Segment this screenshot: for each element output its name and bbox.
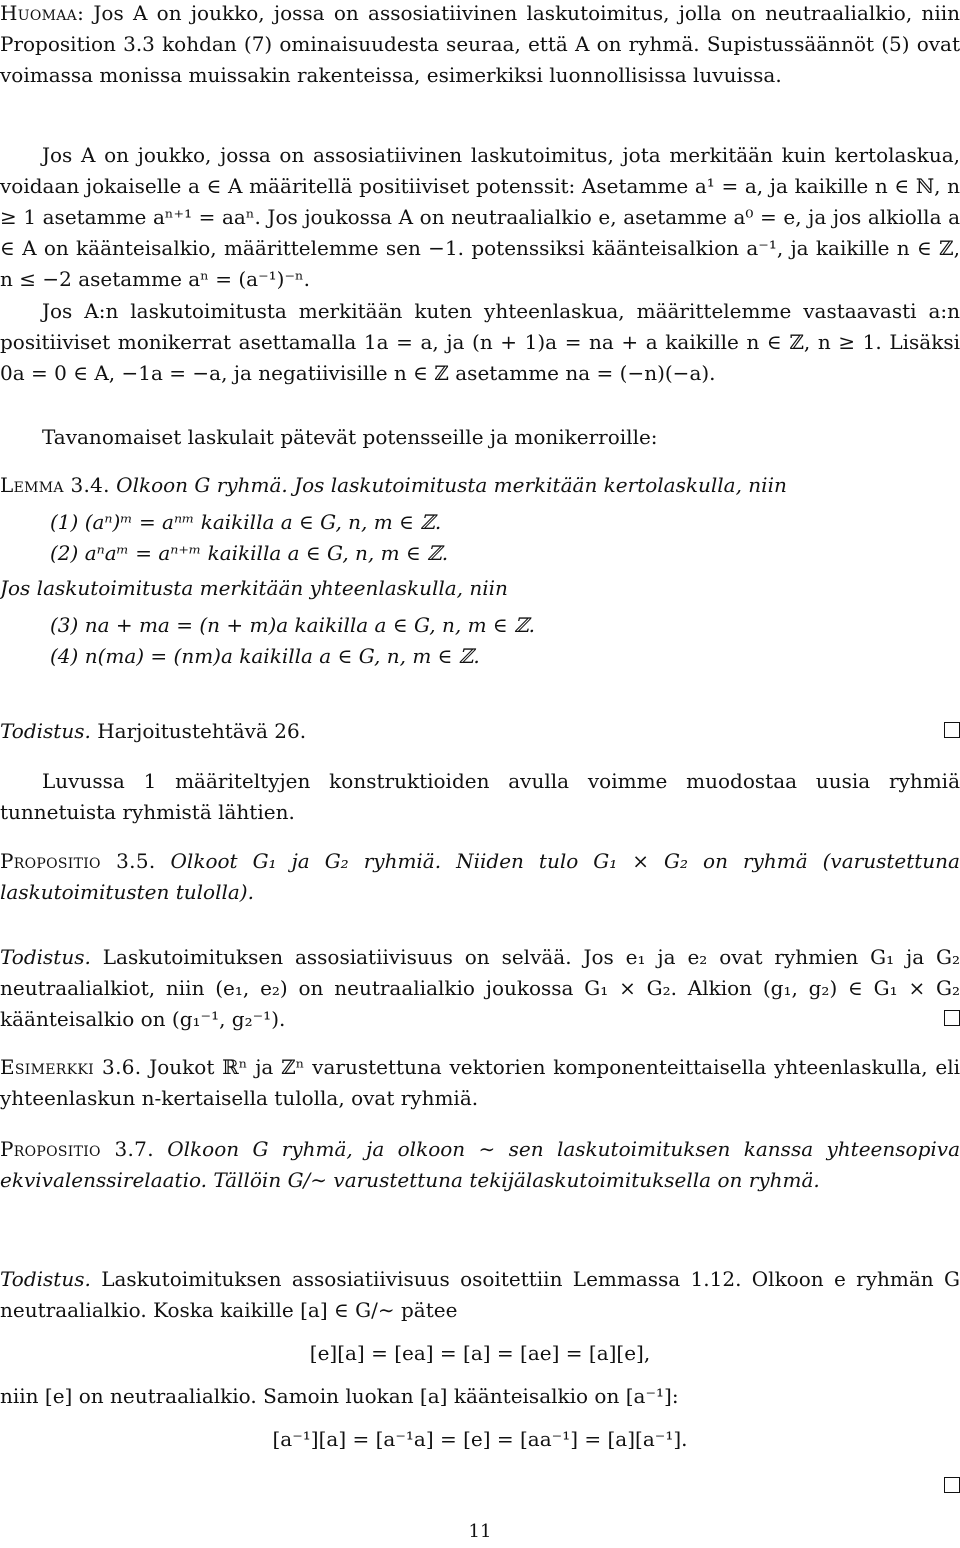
lemma-label: Lemma 3.4. (0, 473, 110, 497)
lemma-item-4: (4) n(ma) = (nm)a kaikilla a ∈ G, n, m ∈ ℤ. (50, 644, 480, 668)
proof-label: Todistus. (0, 719, 91, 743)
proof-prop-3-7 (0, 1264, 960, 1500)
ex36-text: Joukot ℝⁿ ja ℤⁿ varustettuna vektorien komponenteittaisella yhteenlaskulla, eli yhteenlaskun n-kertaisella tulolla, ovat ryhmiä. (0, 1055, 960, 1110)
powers-text: Jos A on joukko, jossa on assosiatiivinen laskutoimitus, jota merkitään kuin kertolaskua, voidaan jokaiselle a ∈ A määritellä positiiviset potenssit: Asetamme a¹ = a, ja kaikille n ∈ ℕ, n ≥ 1 asetamme aⁿ⁺¹ = aaⁿ. Jos joukossa A on neutraalialkio e, asetamme a⁰ = e, ja jos alkiolla a ∈ A on käänteisalkio, määrittelemme sen −1. potenssiksi käänteisalkion a⁻¹, ja kaikille n ∈ ℤ, n ≤ −2 asetamme aⁿ = (a⁻¹)⁻ⁿ. (0, 143, 960, 291)
ex36-label: Esimerkki 3.6. (0, 1055, 142, 1079)
proof-prop-3-5 (0, 942, 960, 1035)
remark-paragraph (0, 0, 960, 91)
remark-text: Jos A on joukko, jossa on assosiatiivinen laskutoimitus, jolla on neutraalialkio, niin Proposition 3.3 kohdan (7) ominaisuudesta seuraa, että A on ryhmä. Supistussäännöt (5) ovat voimassa monissa muissakin rakenteissa, esimerkiksi luonnollisissa luvuissa. (0, 1, 960, 87)
equation-1: [e][a] = [ea] = [a] = [ae] = [a][e], (309, 1341, 651, 1365)
proof-mid: niin [e] on neutraalialkio. Samoin luokan [a] käänteisalkio on [a⁻¹]: (0, 1384, 679, 1408)
proof-text: Harjoitustehtävä 26. (97, 719, 307, 743)
lemma-item-3: (3) na + ma = (n + m)a kaikilla a ∈ G, n, m ∈ ℤ. (50, 613, 536, 637)
prop35-text: Olkoot G₁ ja G₂ ryhmiä. Niiden tulo G₁ × G₂ on ryhmä (varustettuna laskutoimitusten tulolla). (0, 849, 960, 904)
multiples-text: Jos A:n laskutoimitusta merkitään kuten yhteenlaskua, määrittelemme vastaavasti a:n positiiviset monikerrat asettamalla 1a = a, ja (n + 1)a = na + a kaikille n ∈ ℤ, n ≥ 1. Lisäksi 0a = 0 ∈ A, −1a = −a, ja negatiivisille n ∈ ℤ asetamme na = (−n)(−a). (0, 299, 960, 385)
lemma-item-2: (2) aⁿaᵐ = aⁿ⁺ᵐ kaikilla a ∈ G, n, m ∈ ℤ. (50, 541, 449, 565)
qed-square-icon (944, 1477, 960, 1493)
lemma-mid: Jos laskutoimitusta merkitään yhteenlaskulla, niin (0, 576, 508, 600)
proof-label: Todistus. (0, 945, 91, 969)
multiples-paragraph (0, 296, 960, 389)
remark-label: Huomaa: (0, 1, 85, 25)
prop35-label: Propositio 3.5. (0, 849, 156, 873)
equation-2: [a⁻¹][a] = [a⁻¹a] = [e] = [aa⁻¹] = [a][a⁻¹]. (272, 1427, 688, 1451)
proof-text: Laskutoimituksen assosiatiivisuus osoitettiin Lemmassa 1.12. Olkoon e ryhmän G neutraalialkio. Koska kaikille [a] ∈ G/∼ pätee (0, 1267, 960, 1322)
prop37-text: Olkoon G ryhmä, ja olkoon ∼ sen laskutoimituksen kanssa yhteensopiva ekvivalenssirelaatio. Tällöin G/∼ varustettuna tekijälaskutoimituksella on ryhmä. (0, 1137, 960, 1192)
proof-text: Laskutoimituksen assosiatiivisuus on selvää. Jos e₁ ja e₂ ovat ryhmien G₁ ja G₂ neutraalialkiot, niin (e₁, e₂) on neutraalialkio joukossa G₁ × G₂. Alkion (g₁, g₂) ∈ G₁ × G₂ käänteisalkio on (g₁⁻¹, g₂⁻¹). (0, 945, 960, 1031)
example-3-6 (0, 1052, 960, 1114)
prop37-label: Propositio 3.7. (0, 1137, 154, 1161)
rules-intro: Tavanomaiset laskulait pätevät potensseille ja monikerroille: (42, 425, 658, 449)
powers-paragraph (0, 140, 960, 295)
products-intro: Luvussa 1 määriteltyjen konstruktioiden avulla voimme muodostaa uusia ryhmiä tunnetuista ryhmistä lähtien. (0, 769, 960, 824)
proof-lemma (0, 716, 960, 747)
lemma-3-4 (0, 470, 960, 672)
page-number: 11 (468, 1521, 492, 1542)
proof-label: Todistus. (0, 1267, 91, 1291)
lemma-list-add (0, 610, 960, 672)
proposition-3-7 (0, 1134, 960, 1196)
qed-square-icon (944, 1010, 960, 1026)
lemma-item-1: (1) (aⁿ)ᵐ = aⁿᵐ kaikilla a ∈ G, n, m ∈ ℤ. (50, 510, 442, 534)
proposition-3-5 (0, 846, 960, 908)
lemma-list-mult (0, 507, 960, 569)
qed-square-icon (944, 722, 960, 738)
lemma-statement: Olkoon G ryhmä. Jos laskutoimitusta merkitään kertolaskulla, niin (116, 473, 787, 497)
